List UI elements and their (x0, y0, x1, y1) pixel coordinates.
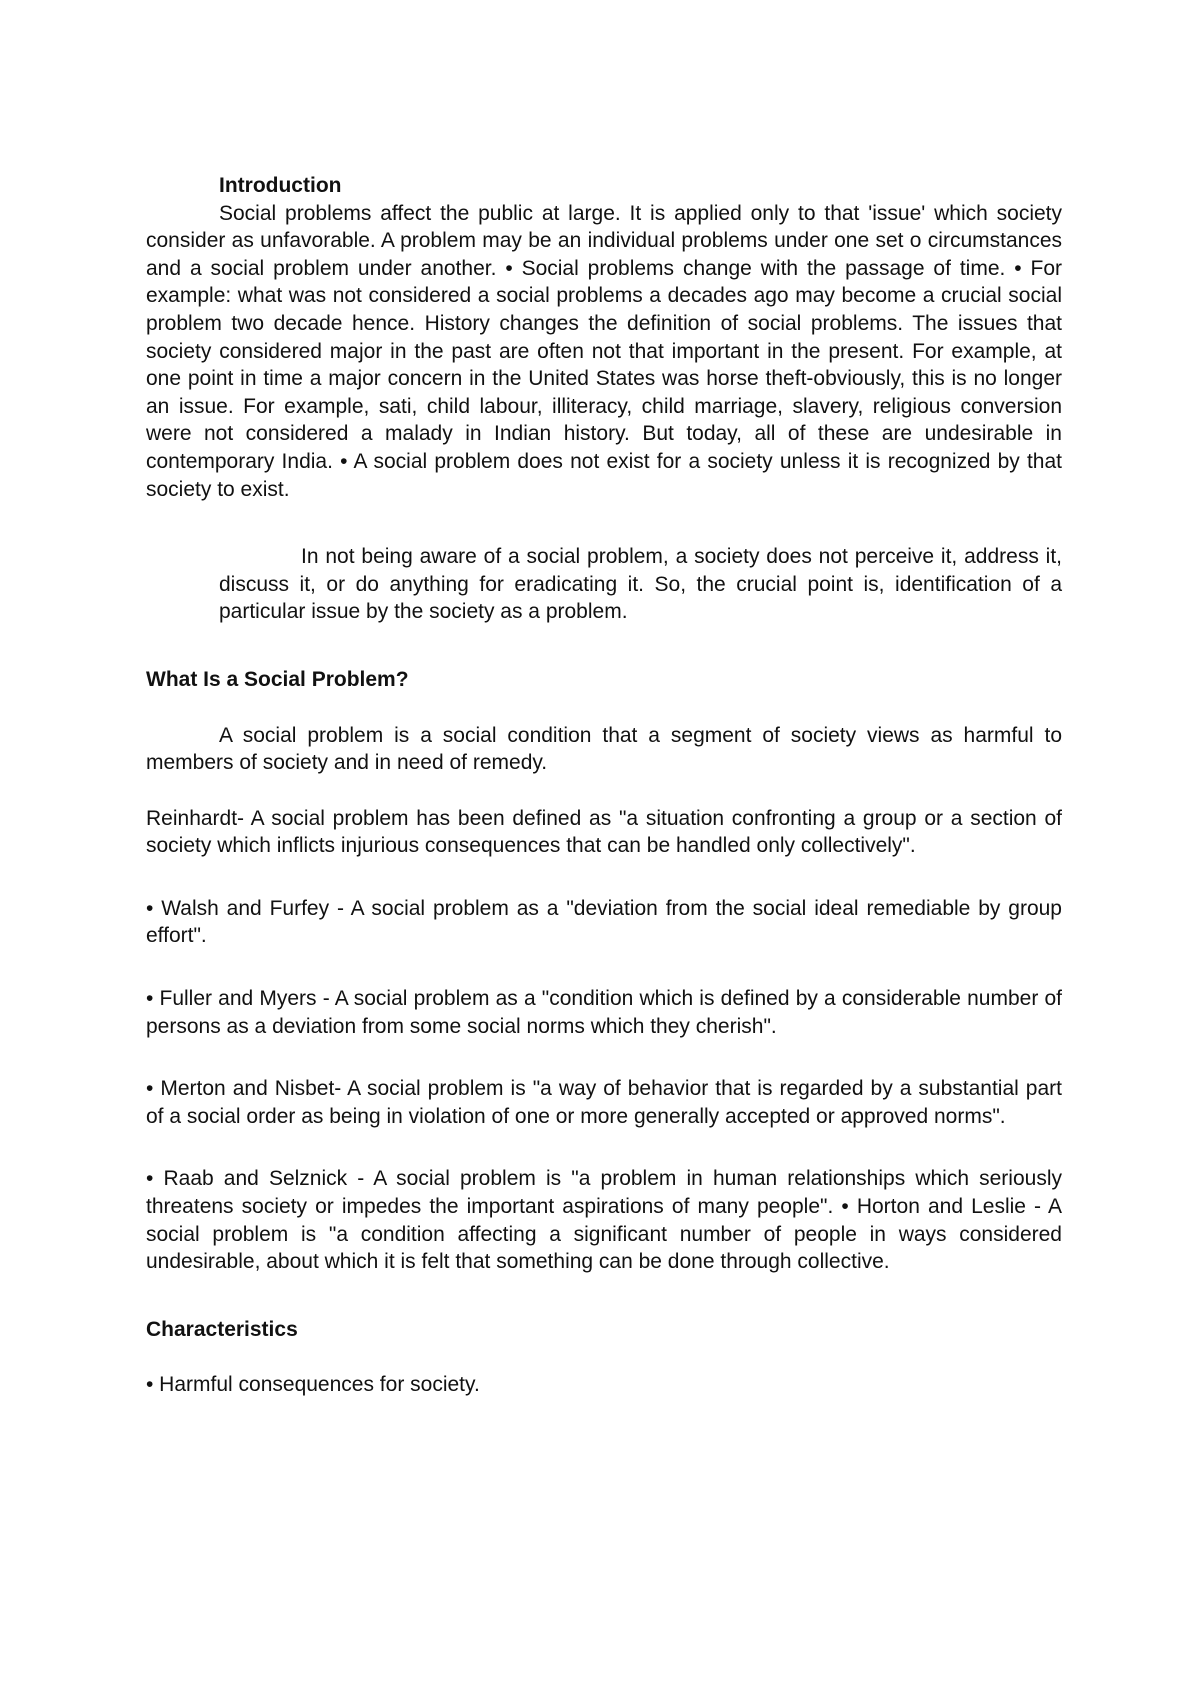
characteristics-heading: Characteristics (146, 1317, 298, 1341)
document-body (146, 172, 1062, 1399)
what-paragraph: A social problem is a social condition that a segment of society views as harmful to members of society and in need of remedy. (146, 723, 1062, 775)
what-heading: What Is a Social Problem? (146, 667, 409, 691)
intro-paragraph: Social problems affect the public at large. It is applied only to that 'issue' which society consider as unfavorable. A problem may be an individual problems under one set o circumstances and a social problem under another. • Social problems change with the passage of time. • For example: what was not considered a social problems a decades ago may become a crucial social problem two decade hence. History changes the definition of social problems. The issues that society considered major in the past are often not that important in the present. For example, at one point in time a major concern in the United States was horse theft-obviously, this is no longer an issue. For example, sati, child labour, illiteracy, child marriage, slavery, religious conversion were not considered a malady in Indian history. But today, all of these are undesirable in contemporary India. • A social problem does not exist for a society unless it is recognized by that society to exist. (146, 201, 1062, 501)
quote-paragraph: In not being aware of a social problem, a society does not perceive it, address it, discuss it, or do anything for eradicating it. So, the crucial point is, identification of a particular issue by the society as a problem. (219, 545, 1062, 624)
definition-merton-nisbet: • Merton and Nisbet- A social problem is "a way of behavior that is regarded by a substantial part of a social order as being in violation of one or more generally accepted or approved norms". (146, 1077, 1062, 1128)
definition-reinhardt: Reinhardt- A social problem has been defined as "a situation confronting a group or a section of society which inflicts injurious consequences that can be handled only collectively". (146, 806, 1062, 858)
characteristics-item: • Harmful consequences for society. (146, 1373, 480, 1397)
definition-walsh-furfey: • Walsh and Furfey - A social problem as a "deviation from the social ideal remediable by group effort". (146, 896, 1062, 948)
definition-fuller-myers: • Fuller and Myers - A social problem as a "condition which is defined by a considerable number of persons as a deviation from some social norms which they cherish". (146, 987, 1062, 1038)
intro-heading: Introduction (219, 174, 342, 197)
definition-raab-selznick: • Raab and Selznick - A social problem is "a problem in human relationships which seriously threatens society or impedes the important aspirations of many people". • Horton and Leslie - A social problem is "a condition affecting a significant number of people in ways considered undesirable, about which it is felt that something can be done through collective. (146, 1167, 1062, 1274)
